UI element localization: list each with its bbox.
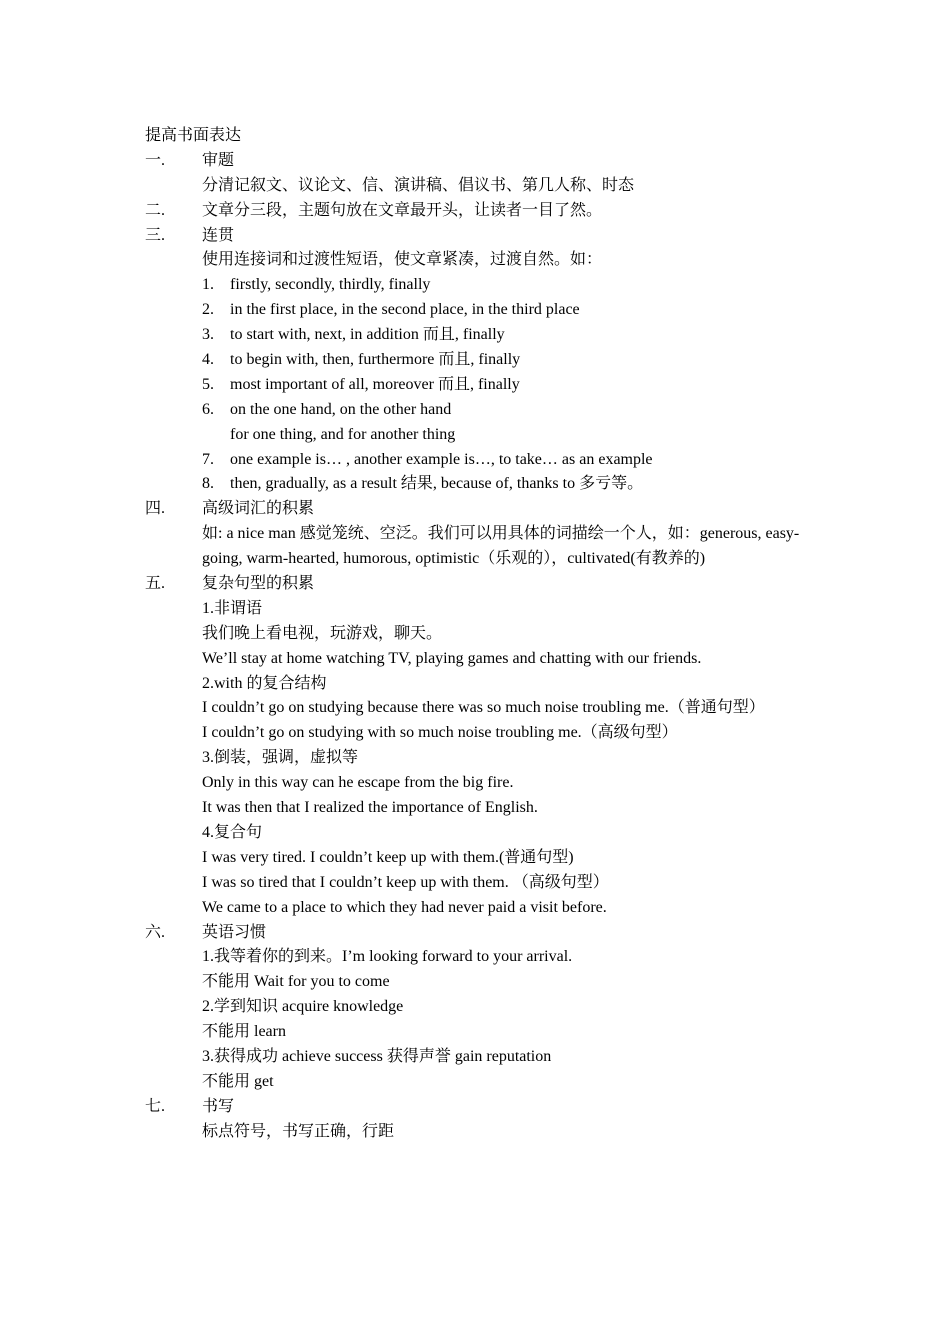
section-title: 书写	[202, 1097, 235, 1115]
section-6-line: 3.获得成功 achieve success 获得声誉 gain reputation	[202, 1047, 552, 1065]
section-number: 七.	[145, 1097, 166, 1115]
section-5-line: 我们晚上看电视，玩游戏，聊天。	[202, 624, 443, 642]
list-number: 1.	[202, 276, 214, 294]
section-title: 连贯	[202, 226, 235, 244]
section-5-line: We’ll stay at home watching TV, playing games and chatting with our friends.	[202, 649, 702, 667]
section-5-line: It was then that I realized the importance of English.	[202, 799, 538, 817]
section-number: 五.	[145, 575, 166, 593]
list-item	[145, 448, 825, 473]
section-1-text: 分清记叙文、议论文、信、演讲稿、倡议书、第几人称、时态	[202, 176, 635, 194]
list-text: firstly, secondly, thirdly, finally	[230, 276, 431, 294]
list-number: 8.	[202, 475, 214, 493]
list-item	[145, 398, 825, 423]
section-6-line: 1.我等着你的到来。I’m looking forward to your arrival.	[202, 948, 573, 966]
list-text: on the one hand, on the other hand	[230, 400, 452, 418]
list-text: most important of all, moreover 而且, finally	[230, 375, 520, 393]
section-7-line: 标点符号，书写正确，行距	[202, 1122, 395, 1140]
section-number: 一.	[145, 151, 166, 169]
section-title: 审题	[202, 151, 235, 169]
section-5-line: I couldn’t go on studying because there was so much noise troubling me.（普通句型）	[202, 699, 765, 717]
list-item	[145, 472, 825, 497]
section-4-paragraph-line: going, warm-hearted, humorous, optimistic（乐观的），cultivated(有教养的)	[202, 550, 706, 568]
list-item	[145, 348, 825, 373]
list-text: to start with, next, in addition 而且, finally	[230, 326, 505, 344]
section-5-line: 4.复合句	[202, 823, 263, 841]
section-4-heading	[145, 497, 825, 522]
section-5-line: 2.with 的复合结构	[202, 674, 327, 692]
list-item-continuation: for one thing, and for another thing	[230, 425, 456, 443]
section-2-heading	[145, 199, 825, 224]
section-number: 六.	[145, 923, 166, 941]
list-number: 5.	[202, 375, 214, 393]
section-1-heading	[145, 149, 825, 174]
section-title: 高级词汇的积累	[202, 500, 315, 518]
list-number: 7.	[202, 450, 214, 468]
section-6-line: 不能用 learn	[202, 1023, 286, 1041]
section-5-line: I was so tired that I couldn’t keep up with them. （高级句型）	[202, 873, 609, 891]
section-5-line: Only in this way can he escape from the big fire.	[202, 774, 514, 792]
section-6-line: 不能用 get	[202, 1072, 274, 1090]
list-item	[145, 273, 825, 298]
list-item	[145, 323, 825, 348]
section-number: 四.	[145, 500, 166, 518]
list-text: to begin with, then, furthermore 而且, finally	[230, 351, 521, 369]
list-number: 4.	[202, 351, 214, 369]
list-text: then, gradually, as a result 结果, because of, thanks to 多亏等。	[230, 475, 644, 493]
section-title: 复杂句型的积累	[202, 575, 315, 593]
document-title: 提高书面表达	[145, 127, 242, 144]
section-5-heading	[145, 572, 825, 597]
section-6-line: 2.学到知识 acquire knowledge	[202, 998, 404, 1016]
section-5-line: 1.非谓语	[202, 599, 263, 617]
section-5-line: I couldn’t go on studying with so much noise troubling me.（高级句型）	[202, 724, 678, 742]
section-title: 英语习惯	[202, 923, 267, 941]
list-item	[145, 373, 825, 398]
list-number: 6.	[202, 400, 214, 418]
section-number: 二.	[145, 201, 166, 219]
section-6-line: 不能用 Wait for you to come	[202, 973, 390, 991]
section-3-heading	[145, 224, 825, 249]
list-item	[145, 298, 825, 323]
section-number: 三.	[145, 226, 166, 244]
section-7-heading	[145, 1095, 825, 1120]
document-body	[145, 124, 825, 1145]
section-6-heading	[145, 921, 825, 946]
list-number: 2.	[202, 301, 214, 319]
section-5-line: 3.倒装，强调，虚拟等	[202, 749, 359, 767]
section-4-paragraph-line: 如: a nice man 感觉笼统、空泛。我们可以用具体的词描绘一个人，如：generous, easy-	[202, 525, 800, 543]
section-5-line: We came to a place to which they had never paid a visit before.	[202, 898, 607, 916]
section-3-intro: 使用连接词和过渡性短语，使文章紧凑，过渡自然。如：	[202, 251, 603, 269]
section-5-line: I was very tired. I couldn’t keep up with them.(普通句型)	[202, 848, 574, 866]
list-text: one example is… , another example is…, to take… as an example	[230, 450, 653, 468]
list-number: 3.	[202, 326, 214, 344]
list-text: in the first place, in the second place, in the third place	[230, 301, 580, 319]
section-title: 文章分三段，主题句放在文章最开头，让读者一目了然。	[202, 201, 603, 219]
